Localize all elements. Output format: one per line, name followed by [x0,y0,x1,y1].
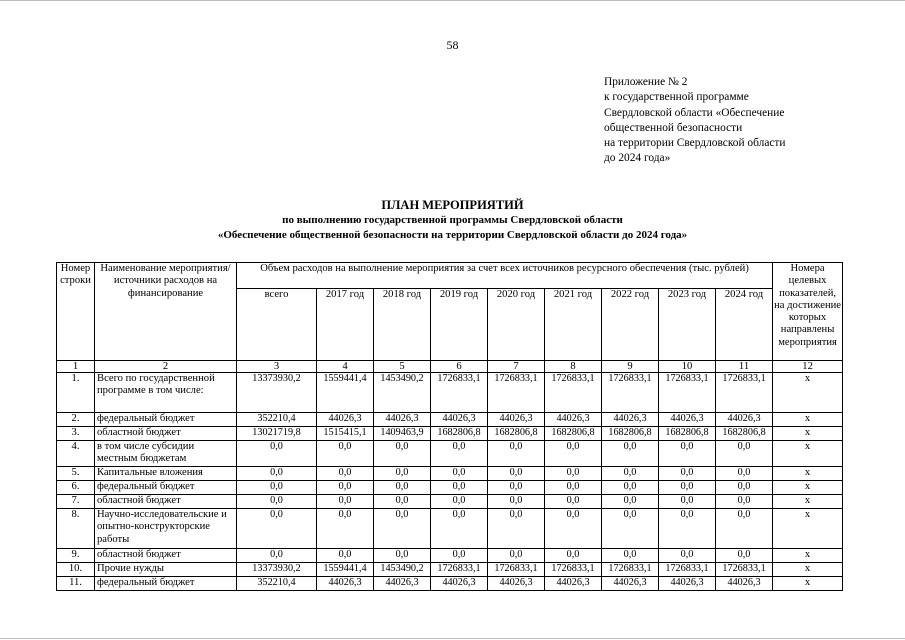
row-value: 0,0 [374,481,431,495]
row-value: 0,0 [716,467,773,481]
row-value: 0,0 [488,549,545,563]
row-value: 0,0 [237,549,317,563]
column-number: 7 [488,361,545,373]
table-row [57,441,843,467]
row-target-mark: х [773,413,843,427]
table-row [57,563,843,577]
column-number-row [57,361,843,373]
row-value: 1726833,1 [602,563,659,577]
row-value: 0,0 [602,509,659,549]
row-value: 0,0 [659,441,716,467]
table-row [57,413,843,427]
row-value: 1726833,1 [488,373,545,413]
row-value: 1726833,1 [431,373,488,413]
header-year: 2022 год [602,289,659,361]
row-value: 0,0 [374,549,431,563]
row-value: 0,0 [431,481,488,495]
column-number: 9 [602,361,659,373]
row-name: федеральный бюджет [95,413,237,427]
row-target-mark: х [773,509,843,549]
table-row [57,509,843,549]
row-value: 0,0 [431,441,488,467]
row-value: 1726833,1 [488,563,545,577]
row-value: 0,0 [317,441,374,467]
row-value: 0,0 [237,467,317,481]
column-number: 4 [317,361,374,373]
row-value: 0,0 [488,467,545,481]
row-value: 44026,3 [659,413,716,427]
row-name: в том числе субсидии местным бюджетам [95,441,237,467]
row-value: 352210,4 [237,577,317,591]
row-value: 1682806,8 [602,427,659,441]
row-value: 44026,3 [602,577,659,591]
row-value: 0,0 [716,481,773,495]
row-target-mark: х [773,373,843,413]
row-value: 44026,3 [488,577,545,591]
row-value: 0,0 [545,481,602,495]
row-name: Научно-исследовательские и опытно-конструкторские работы [95,509,237,549]
row-value: 44026,3 [545,577,602,591]
row-value: 1559441,4 [317,373,374,413]
appendix-note [604,75,864,167]
row-value: 352210,4 [237,413,317,427]
row-value: 44026,3 [431,577,488,591]
row-name: Всего по государственной программе в том числе: [95,373,237,413]
row-value: 0,0 [431,495,488,509]
appendix-line: до 2024 года» [604,152,671,165]
table-row [57,427,843,441]
row-value: 0,0 [602,549,659,563]
row-value: 0,0 [659,509,716,549]
column-number: 1 [57,361,95,373]
document-title [0,198,905,243]
row-value: 0,0 [545,495,602,509]
row-number: 4. [57,441,95,467]
appendix-line: к государственной программе [604,91,749,104]
row-number: 5. [57,467,95,481]
row-value: 0,0 [716,441,773,467]
row-value: 0,0 [317,495,374,509]
header-name: Наименование мероприятия/ источники расходов на финансирование [95,263,237,361]
row-value: 0,0 [317,549,374,563]
row-number: 2. [57,413,95,427]
title-line-2: по выполнению государственной программы Свердловской области [282,214,623,226]
row-value: 0,0 [659,549,716,563]
column-number: 12 [773,361,843,373]
column-number: 10 [659,361,716,373]
row-target-mark: х [773,427,843,441]
title-line-1: ПЛАН МЕРОПРИЯТИЙ [381,198,524,212]
header-targets: Номера целевых показателей, на достижение которых направлены мероприятия [773,263,843,361]
header-year: 2018 год [374,289,431,361]
row-value: 0,0 [488,495,545,509]
title-line-3: «Обеспечение общественной безопасности на территории Свердловской области до 2024 года» [217,229,688,241]
row-value: 0,0 [488,509,545,549]
row-value: 0,0 [237,441,317,467]
row-value: 13373930,2 [237,563,317,577]
appendix-line: Свердловской области «Обеспечение [604,106,785,119]
row-value: 44026,3 [659,577,716,591]
column-number: 5 [374,361,431,373]
table-row [57,577,843,591]
row-value: 13373930,2 [237,373,317,413]
row-value: 0,0 [431,509,488,549]
row-value: 1726833,1 [659,563,716,577]
column-number: 3 [237,361,317,373]
column-number: 6 [431,361,488,373]
row-value: 0,0 [716,495,773,509]
row-value: 1726833,1 [545,373,602,413]
row-name: областной бюджет [95,427,237,441]
row-number: 3. [57,427,95,441]
row-value: 0,0 [431,549,488,563]
table-row [57,481,843,495]
header-year: 2020 год [488,289,545,361]
table-row [57,373,843,413]
row-value: 44026,3 [488,413,545,427]
row-value: 1409463,9 [374,427,431,441]
row-name: областной бюджет [95,495,237,509]
row-value: 44026,3 [317,577,374,591]
row-target-mark: х [773,549,843,563]
table-row [57,467,843,481]
row-value: 1726833,1 [602,373,659,413]
row-value: 0,0 [488,481,545,495]
page-number: 58 [446,38,459,52]
row-name: федеральный бюджет [95,481,237,495]
row-value: 44026,3 [545,413,602,427]
row-number: 8. [57,509,95,549]
column-number: 8 [545,361,602,373]
row-value: 0,0 [716,509,773,549]
row-value: 44026,3 [716,577,773,591]
row-value: 0,0 [659,495,716,509]
row-number: 10. [57,563,95,577]
row-value: 0,0 [716,549,773,563]
row-name: Прочие нужды [95,563,237,577]
row-value: 1515415,1 [317,427,374,441]
row-value: 44026,3 [602,413,659,427]
row-value: 13021719,8 [237,427,317,441]
row-value: 44026,3 [374,577,431,591]
row-target-mark: х [773,495,843,509]
row-value: 0,0 [602,467,659,481]
row-value: 0,0 [374,495,431,509]
row-name: федеральный бюджет [95,577,237,591]
column-number: 11 [716,361,773,373]
column-number: 2 [95,361,237,373]
row-value: 0,0 [545,467,602,481]
row-value: 0,0 [374,467,431,481]
row-value: 1726833,1 [659,373,716,413]
header-volume: Объем расходов на выполнение мероприятия за счет всех источников ресурсного обеспечения (тыс. рублей) [237,263,773,289]
row-number: 7. [57,495,95,509]
header-year: 2017 год [317,289,374,361]
header-total: всего [237,289,317,361]
row-value: 0,0 [602,481,659,495]
table-row [57,549,843,563]
row-number: 11. [57,577,95,591]
row-target-mark: х [773,467,843,481]
row-value: 1726833,1 [431,563,488,577]
row-value: 44026,3 [716,413,773,427]
row-value: 0,0 [488,441,545,467]
row-value: 0,0 [431,467,488,481]
row-target-mark: х [773,563,843,577]
row-value: 1682806,8 [545,427,602,441]
row-value: 1726833,1 [716,373,773,413]
row-value: 44026,3 [317,413,374,427]
header-year: 2024 год [716,289,773,361]
table-row [57,495,843,509]
row-value: 1453490,2 [374,373,431,413]
row-target-mark: х [773,577,843,591]
row-value: 0,0 [659,481,716,495]
row-value: 0,0 [545,549,602,563]
row-value: 0,0 [602,495,659,509]
row-number: 6. [57,481,95,495]
row-value: 0,0 [317,509,374,549]
row-value: 1726833,1 [545,563,602,577]
row-value: 0,0 [317,481,374,495]
row-value: 1559441,4 [317,563,374,577]
row-name: Капитальные вложения [95,467,237,481]
row-value: 1453490,2 [374,563,431,577]
row-value: 44026,3 [374,413,431,427]
row-value: 0,0 [545,441,602,467]
row-value: 44026,3 [431,413,488,427]
appendix-line: Приложение № 2 [604,76,688,88]
row-value: 0,0 [237,495,317,509]
row-value: 1682806,8 [488,427,545,441]
header-year: 2019 год [431,289,488,361]
row-value: 1682806,8 [716,427,773,441]
row-value: 0,0 [237,509,317,549]
row-value: 0,0 [374,441,431,467]
row-value: 0,0 [374,509,431,549]
row-value: 0,0 [659,467,716,481]
row-name: областной бюджет [95,549,237,563]
plan-table [56,262,843,591]
appendix-line: общественной безопасности [604,121,743,134]
row-value: 1682806,8 [659,427,716,441]
row-value: 0,0 [545,509,602,549]
row-number: 9. [57,549,95,563]
row-target-mark: х [773,481,843,495]
row-value: 1682806,8 [431,427,488,441]
appendix-line: на территории Свердловской области [604,137,786,150]
row-number: 1. [57,373,95,413]
row-value: 0,0 [317,467,374,481]
row-target-mark: х [773,441,843,467]
row-value: 0,0 [602,441,659,467]
row-value: 0,0 [237,481,317,495]
header-row-number: Номер строки [57,263,95,361]
header-year: 2023 год [659,289,716,361]
row-value: 1726833,1 [716,563,773,577]
header-year: 2021 год [545,289,602,361]
